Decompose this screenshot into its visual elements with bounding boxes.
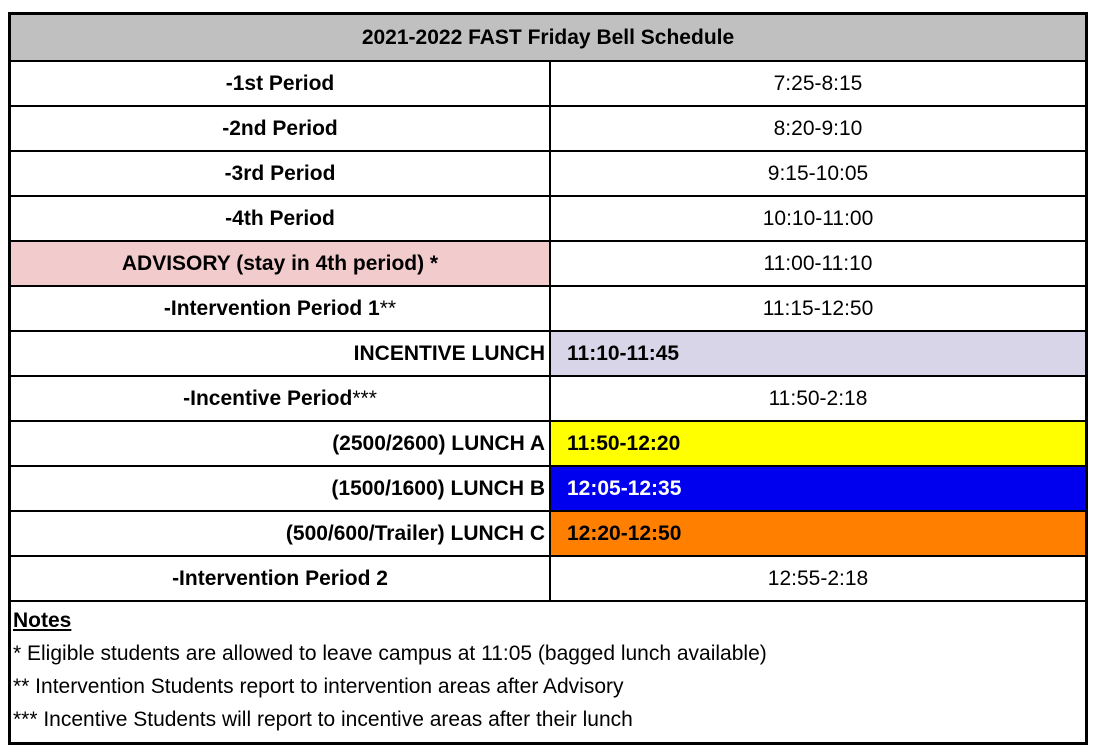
period-label: -1st Period — [11, 62, 551, 105]
period-time: 11:50-2:18 — [768, 386, 868, 410]
lunch-a-label: (2500/2600) LUNCH A — [11, 422, 551, 465]
period-label: -2nd Period — [11, 107, 551, 150]
period-label: -4th Period — [11, 197, 551, 240]
period-time: 10:10-11:00 — [762, 206, 874, 230]
schedule-row — [11, 197, 1085, 242]
period-label: -Incentive Period *** — [11, 377, 551, 420]
incentive-lunch-label: INCENTIVE LUNCH — [11, 332, 551, 375]
advisory-label: ADVISORY (stay in 4th period) * — [11, 242, 551, 285]
period-label: -Intervention Period 1 ** — [11, 287, 551, 330]
period-time: 11:15-12:50 — [762, 296, 874, 320]
schedule-row — [11, 107, 1085, 152]
schedule-row — [11, 557, 1085, 602]
note-item: ** Intervention Students report to intervention areas after Advisory — [13, 675, 624, 698]
notes-heading: Notes — [13, 609, 72, 632]
period-label: -3rd Period — [11, 152, 551, 195]
schedule-row-lunch-c — [11, 512, 1085, 557]
incentive-lunch-time: 11:10-11:45 — [551, 332, 1085, 375]
schedule-row-lunch-b — [11, 467, 1085, 512]
schedule-row-incentive-lunch — [11, 332, 1085, 377]
schedule-title: 2021-2022 FAST Friday Bell Schedule — [11, 15, 1085, 62]
period-time: 7:25-8:15 — [773, 71, 863, 95]
schedule-row-lunch-a — [11, 422, 1085, 467]
schedule-row — [11, 152, 1085, 197]
period-time: 11:00-11:10 — [763, 251, 873, 275]
schedule-row — [11, 62, 1085, 107]
period-time: 12:55-2:18 — [767, 566, 869, 590]
note-item: * Eligible students are allowed to leave campus at 11:05 (bagged lunch available) — [13, 642, 767, 665]
schedule-row-advisory — [11, 242, 1085, 287]
schedule-row — [11, 377, 1085, 422]
lunch-a-time: 11:50-12:20 — [551, 422, 1085, 465]
notes-section — [11, 600, 1085, 736]
lunch-b-label: (1500/1600) LUNCH B — [11, 467, 551, 510]
period-time: 9:15-10:05 — [767, 161, 869, 185]
lunch-c-time: 12:20-12:50 — [551, 512, 1085, 555]
period-time: 8:20-9:10 — [773, 116, 863, 140]
note-item: *** Incentive Students will report to incentive areas after their lunch — [13, 708, 633, 731]
bell-schedule-sheet — [8, 12, 1088, 745]
lunch-b-time: 12:05-12:35 — [551, 467, 1085, 510]
lunch-c-label: (500/600/Trailer) LUNCH C — [11, 512, 551, 555]
schedule-row — [11, 287, 1085, 332]
period-label: -Intervention Period 2 — [11, 557, 551, 600]
